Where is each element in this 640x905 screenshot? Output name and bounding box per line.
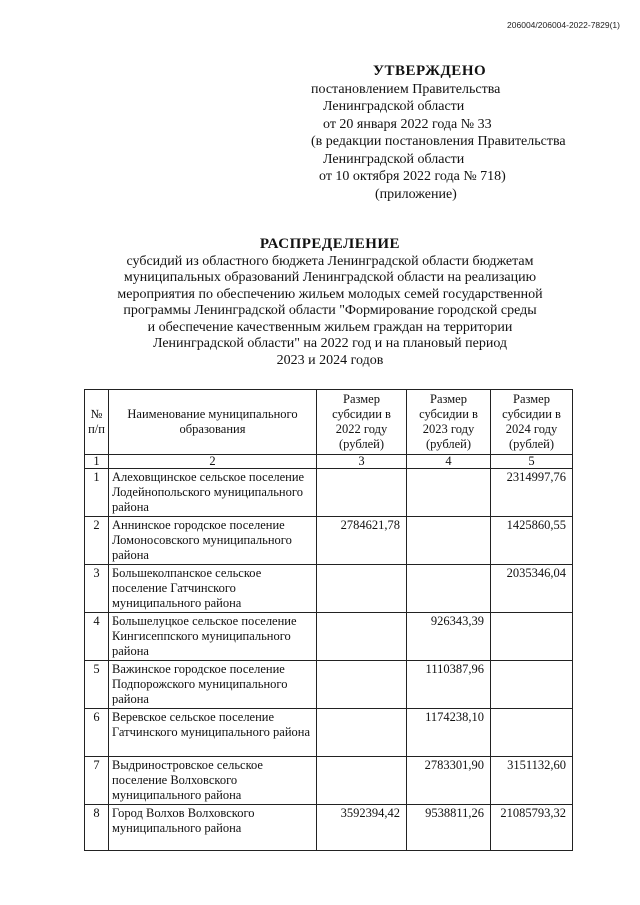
municipality-name: Выдриностровское сельское поселение Волховского муниципального района: [109, 757, 317, 805]
subsidy-2024: 2035346,04: [491, 565, 573, 613]
table-header-row: [85, 390, 573, 455]
subsidy-2023: 9538811,26: [407, 805, 491, 851]
subsidy-2024: [491, 661, 573, 709]
subsidy-2023: [407, 565, 491, 613]
municipality-name: Город Волхов Волховского муниципального района: [109, 805, 317, 851]
subsidy-2022: 3592394,42: [317, 805, 407, 851]
title-line: субсидий из областного бюджета Ленинградской области бюджетам: [126, 253, 534, 269]
subsidy-2022: [317, 565, 407, 613]
municipality-name: Большеколпанское сельское поселение Гатчинского муниципального района: [109, 565, 317, 613]
subsidy-2022: [317, 757, 407, 805]
approval-line: от 10 октября 2022 года № 718): [319, 169, 506, 184]
header-2022: Размер субсидии в 2022 году (рублей): [317, 390, 407, 455]
approval-line: от 20 января 2022 года № 33: [323, 116, 492, 132]
document-number: 206004/206004-2022-7829(1): [507, 20, 620, 30]
subsidy-2024: [491, 709, 573, 757]
header-2024: Размер субсидии в 2024 году (рублей): [491, 390, 573, 455]
column-number: 4: [407, 455, 491, 469]
column-number: 3: [317, 455, 407, 469]
title-line: мероприятия по обеспечению жильем молодых семей государственной: [117, 286, 543, 302]
row-number: 6: [85, 709, 109, 757]
subsidy-2022: [317, 469, 407, 517]
municipality-name: Аннинское городское поселение Ломоносовского муниципального района: [109, 517, 317, 565]
subsidy-2023: [407, 469, 491, 517]
municipality-name: Веревское сельское поселение Гатчинского муниципального района: [109, 709, 317, 757]
municipality-name: Большелуцкое сельское поселение Кингисеппского муниципального района: [109, 613, 317, 661]
subsidy-2023: 926343,39: [407, 613, 491, 661]
subsidy-2023: 1110387,96: [407, 661, 491, 709]
subsidy-2023: 1174238,10: [407, 709, 491, 757]
approval-line: Ленинградской области: [323, 151, 465, 167]
row-number: 7: [85, 757, 109, 805]
municipality-name: Важинское городское поселение Подпорожского муниципального района: [109, 661, 317, 709]
approval-line: Ленинградской области: [323, 99, 465, 114]
table-row: [85, 757, 573, 805]
title-line: 2023 и 2024 годов: [276, 352, 384, 368]
column-number-row: [85, 455, 573, 469]
header-2023: Размер субсидии в 2023 году (рублей): [407, 390, 491, 455]
document-title: [60, 236, 600, 369]
approval-heading: УТВЕРЖДЕНО: [373, 63, 487, 79]
subsidy-2022: 2784621,78: [317, 517, 407, 565]
row-number: 1: [85, 469, 109, 517]
header-name: Наименование муниципального образования: [109, 390, 317, 455]
subsidy-2023: 2783301,90: [407, 757, 491, 805]
municipality-name: Алеховщинское сельское поселение Лодейнопольского муниципального района: [109, 469, 317, 517]
row-number: 8: [85, 805, 109, 851]
subsidy-table: [84, 389, 573, 851]
subsidy-2022: [317, 709, 407, 757]
column-number: 5: [491, 455, 573, 469]
table-row: [85, 517, 573, 565]
column-number: 1: [85, 455, 109, 469]
table-row: [85, 469, 573, 517]
subsidy-2024: 3151132,60: [491, 757, 573, 805]
title-line: и обеспечение качественным жильем граждан на территории: [147, 319, 513, 335]
subsidy-2022: [317, 613, 407, 661]
title-heading: РАСПРЕДЕЛЕНИЕ: [259, 236, 401, 252]
title-line: программы Ленинградской области "Формирование городской среды: [123, 303, 537, 318]
table-row: [85, 613, 573, 661]
table-row: [85, 709, 573, 757]
row-number: 3: [85, 565, 109, 613]
row-number: 5: [85, 661, 109, 709]
subsidy-2024: 2314997,76: [491, 469, 573, 517]
subsidy-2024: [491, 613, 573, 661]
approval-line: (в редакции постановления Правительства: [311, 134, 566, 149]
title-line: муниципальных образований Ленинградской области на реализацию: [123, 270, 537, 285]
title-line: Ленинградской области" на 2022 год и на плановый период: [152, 336, 508, 351]
row-number: 2: [85, 517, 109, 565]
row-number: 4: [85, 613, 109, 661]
subsidy-2023: [407, 517, 491, 565]
table-row: [85, 661, 573, 709]
table-row: [85, 565, 573, 613]
column-number: 2: [109, 455, 317, 469]
table-row: [85, 805, 573, 851]
subsidy-2022: [317, 661, 407, 709]
approval-block: [311, 63, 611, 203]
subsidy-2024: 1425860,55: [491, 517, 573, 565]
approval-line: (приложение): [375, 186, 457, 202]
approval-line: постановлением Правительства: [311, 81, 501, 97]
subsidy-2024: 21085793,32: [491, 805, 573, 851]
header-num: № п/п: [85, 390, 109, 455]
